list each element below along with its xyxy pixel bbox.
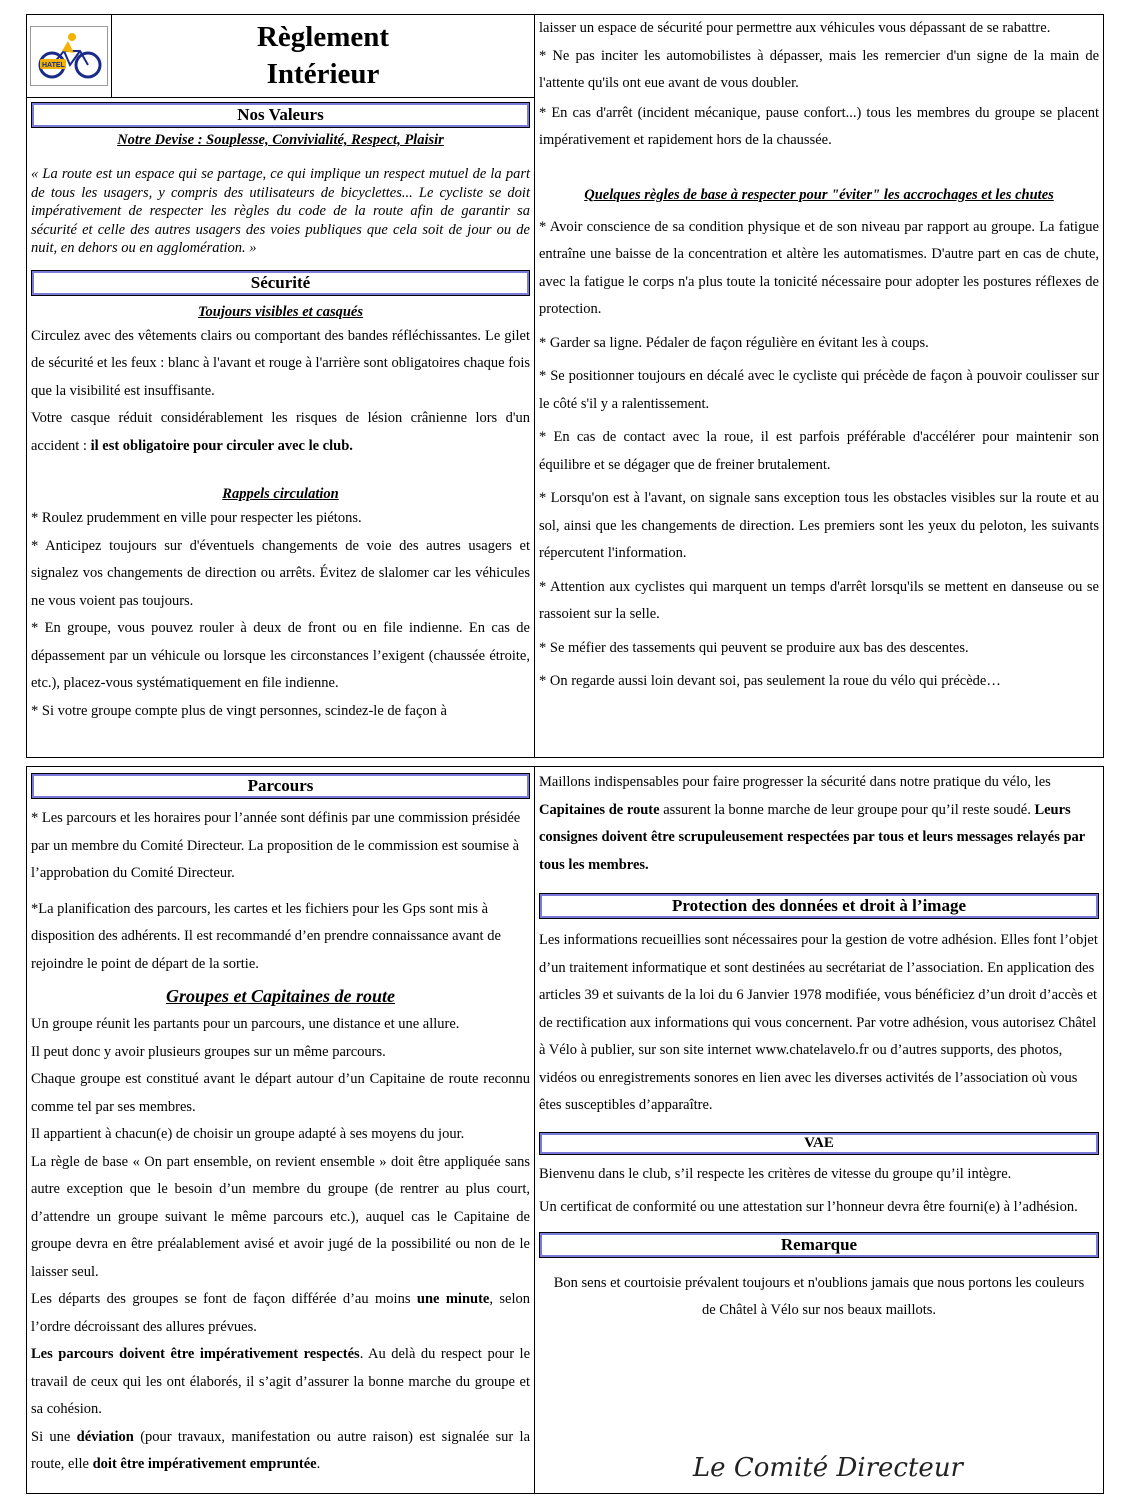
rappel-1: * Roulez prudemment en ville pour respecter les piétons. <box>31 510 362 526</box>
parcours-heading: Parcours <box>31 773 530 799</box>
page1-left-column <box>27 15 535 757</box>
rule-2: * Garder sa ligne. Pédaler de façon régulière en évitant les à coups. <box>539 334 929 351</box>
groupe-p1: Un groupe réunit les partants pour un parcours, une distance et une allure. <box>31 1016 460 1032</box>
page-title <box>188 19 458 93</box>
rule-3: * Se positionner toujours en décalé avec le cycliste qui précède de façon à pouvoir coulisser sur le côté s'il y a ralentissement. <box>539 368 1099 412</box>
maillons-start: Maillons indispensables pour faire progresser la sécurité dans notre pratique du vélo, les <box>539 774 1051 790</box>
groupe-p8-bold2: doit être impérativement empruntée <box>92 1456 317 1472</box>
header <box>27 15 534 98</box>
rappel-4: * Si votre groupe compte plus de vingt personnes, scindez-le de façon à <box>31 702 447 719</box>
groupe-p6 <box>31 1286 530 1341</box>
groupe-p7-end: . Au delà du respect pour le travail de ceux qui les ont élaborés, il s’agit d’assurer la bonne marche du groupe et sa cohésion. <box>31 1346 530 1417</box>
protection-paragraph: Les informations recueillies sont nécessaires pour la gestion de votre adhésion. Elles font l’objet d’un traitement informatique et sont destinées au secrétariat de l’association. En application des articles 39 et suivants de la loi du 6 Janvier 1978 modifiée, vous bénéficiez d’un droit d’accès et de rectification aux informations qui vous concernent. Par votre adhésion, vous autorisez Châtel à Vélo à publier, sur son site internet www.chatelavelo.fr ou d’autres supports, des photos, vidéos ou enregistrements sonores en lien avec les diverses activités de l’association où vous êtes susceptibles d’apparaître. <box>539 932 1098 1113</box>
groupe-p2: Il peut donc y avoir plusieurs groupes sur un même parcours. <box>31 1043 386 1060</box>
devise: Notre Devise : Souplesse, Convivialité, Respect, Plaisir <box>117 132 444 148</box>
page-two <box>26 766 1104 1494</box>
rule-8: * On regarde aussi loin devant soi, pas seulement la roue du vélo qui précède… <box>539 673 1001 689</box>
rule-6: * Attention aux cyclistes qui marquent un temps d'arrêt lorsqu'ils se mettent en danseuse ou se rassoient sur la selle. <box>539 578 1099 622</box>
maillons-bold2: Leurs consignes doivent être scrupuleusement respectées par tous et leurs messages relayés par tous les membres. <box>539 801 1085 873</box>
club-logo <box>30 26 108 86</box>
vae-heading: VAE <box>539 1132 1099 1155</box>
logo-text: HATEL <box>42 62 65 69</box>
groupe-p6-bold: une minute <box>416 1291 490 1307</box>
page-one <box>26 14 1104 758</box>
groupe-p8-end: . <box>316 1456 321 1472</box>
title-cell <box>112 15 534 97</box>
rule-4: * En cas de contact avec la roue, il est parfois préférable d'accélérer pour maintenir son équilibre et se dégager que de freiner brutalement. <box>539 429 1099 473</box>
vae-paragraph-1: Bienvenu dans le club, s’il respecte les critères de vitesse du groupe qu’il intègre. <box>539 1165 1012 1182</box>
rappels-subtitle: Rappels circulation <box>222 486 339 502</box>
right2-content <box>535 769 1103 879</box>
groupe-p7-bold: Les parcours doivent être impérativement respectés <box>31 1346 360 1362</box>
helmet-paragraph <box>31 405 530 460</box>
continue-paragraph: laisser un espace de sécurité pour permettre aux véhicules vous dépassant de se rabattre. <box>539 20 1051 36</box>
signature: Le Comité Directeur <box>692 1453 963 1483</box>
rappel-2: * Anticipez toujours sur d'éventuels changements de voie des autres usagers et signalez vos changements de direction ou arrêts. Évitez de slalomer car les véhicules ne vous voient pas toujours. <box>31 537 530 609</box>
title-line-2: Intérieur <box>266 58 380 90</box>
parcours-content <box>27 805 534 1479</box>
remarque-paragraph: Bon sens et courtoisie prévalent toujours et n'oublions jamais que nous portons les couleurs de Châtel à Vélo sur nos beaux maillots. <box>553 1274 1085 1318</box>
page2-left-column <box>27 767 535 1493</box>
helmet-bold: il est obligatoire pour circuler avec le club. <box>90 437 353 454</box>
rules-subtitle: Quelques règles de base à respecter pour "éviter" les accrochages et les chutes <box>584 186 1054 203</box>
right-content <box>535 15 1103 696</box>
vae-content <box>535 1161 1103 1222</box>
title-line-1: Règlement <box>256 21 390 53</box>
parcours-p1: * Les parcours et les horaires pour l’année sont définis par une commission présidée par un membre du Comité Directeur. La proposition de le commission est soumise à l’approbation du Comité Directeur. <box>31 810 521 881</box>
remarque-heading: Remarque <box>539 1232 1099 1258</box>
page2-right-column <box>535 767 1103 1493</box>
rule-1: * Avoir conscience de sa condition physique et de son niveau par rapport au groupe. La fatigue entraîne une baisse de la concentration et altère les automatismes. D'autre part en cas de chute, avec la fatigue le corps n'a plus toute la tonicité nécessaire pour adopter les postures réflexes de protection. <box>539 218 1099 317</box>
groupe-p3: Chaque groupe est constitué avant le départ autour d’un Capitaine de route reconnu comme tel par ses membres. <box>31 1071 530 1115</box>
rule-7: * Se méfier des tassements qui peuvent se produire aux bas des descentes. <box>539 639 969 656</box>
rappel-3: * En groupe, vous pouvez rouler à deux de front ou en file indienne. En cas de dépassement par un véhicule ou lorsque les circonstances l’exigent (chaussée étroite, etc.), placez-vous systématiquement en file indienne. <box>31 620 530 691</box>
valeurs-heading: Nos Valeurs <box>31 102 530 128</box>
rule-5: * Lorsqu'on est à l'avant, on signale sans exception tous les obstacles visibles sur la route et au sol, ainsi que les changements de direction. Les premiers sont les yeux du peloton, les suivants répercutent l'information. <box>539 490 1099 561</box>
groupe-p5: La règle de base « On part ensemble, on revient ensemble » doit être appliquée sans autre exception que le besoin d’un membre du groupe (de rentrer au plus court, d’attendre un groupe suivant le même parcours etc.), auquel cas le Capitaine de groupe devra en être préalablement avisé et avoir jugé de la possibilité ou non de le laisser seul. <box>31 1153 530 1280</box>
groupe-p6-start: Les départs des groupes se font de façon différée d’au moins <box>31 1291 417 1307</box>
vae-paragraph-2: Un certificat de conformité ou une attestation sur l’honneur devra être fourni(e) à l’adhésion. <box>539 1199 1078 1215</box>
protection-heading: Protection des données et droit à l’image <box>539 893 1099 919</box>
groupe-p8-start: Si une <box>31 1428 77 1445</box>
groupes-heading: Groupes et Capitaines de route <box>165 986 395 1006</box>
remarque-content <box>535 1270 1103 1325</box>
maillons-paragraph <box>539 769 1099 879</box>
groupe-p6-end: , selon l’ordre décroissant des allures prévues. <box>31 1291 530 1335</box>
visibility-paragraph: Circulez avec des vêtements clairs ou comportant des bandes réfléchissantes. Le gilet de sécurité et les feux : blanc à l'avant et rouge à l'arrière sont obligatoires chaque fois que la visibilité est insuffisante. <box>31 327 530 399</box>
groupe-p8-mid: (pour travaux, manifestation ou autre raison) est signalée sur la route, elle <box>31 1428 531 1472</box>
securite-heading: Sécurité <box>31 270 530 296</box>
valeurs-quote: « La route est un espace qui se partage, ce qui implique un respect mutuel de la part de tous les usagers, y compris des utilisateurs de bicyclettes... Le cycliste se doit impérativement de respecter les règles du code de la route afin de garantir sa sécurité et celle des autres usagers des voies publiques que cela soit de jour ou de nuit, en dehors ou en agglomération. » <box>31 166 530 256</box>
maillons-mid: assurent la bonne marche de leur groupe pour qu’il reste soudé. <box>659 801 1035 818</box>
groupe-p8 <box>31 1424 530 1479</box>
visibles-subtitle: Toujours visibles et casqués <box>197 303 364 320</box>
stop-paragraph: * En cas d'arrêt (incident mécanique, pause confort...) tous les membres du groupe se placent impérativement et rapidement hors de la chaussée. <box>539 104 1099 148</box>
logo-cell <box>27 15 112 97</box>
groupe-p8-bold1: déviation <box>76 1428 134 1445</box>
maillons-bold1: Capitaines de route <box>539 801 660 818</box>
securite-content <box>27 304 534 726</box>
page1-right-column <box>535 15 1103 757</box>
groupe-p4: Il appartient à chacun(e) de choisir un groupe adapté à ses moyens du jour. <box>31 1126 465 1142</box>
no-incite-paragraph: * Ne pas inciter les automobilistes à dépasser, mais les remercier d'un signe de la main de l'attente qu'ils ont eue avant de vous doubler. <box>539 47 1099 91</box>
protection-content <box>535 927 1103 1120</box>
bicycle-icon <box>34 31 104 81</box>
groupe-p7 <box>31 1341 530 1424</box>
parcours-p2: *La planification des parcours, les cartes et les fichiers pour les Gps sont mis à disposition des adhérents. Il est recommandé d’en prendre connaissance avant de rejoindre le point de départ de la sortie. <box>31 900 501 972</box>
helmet-text: Votre casque réduit considérablement les risques de lésion crânienne lors d'un accident : <box>31 410 530 454</box>
